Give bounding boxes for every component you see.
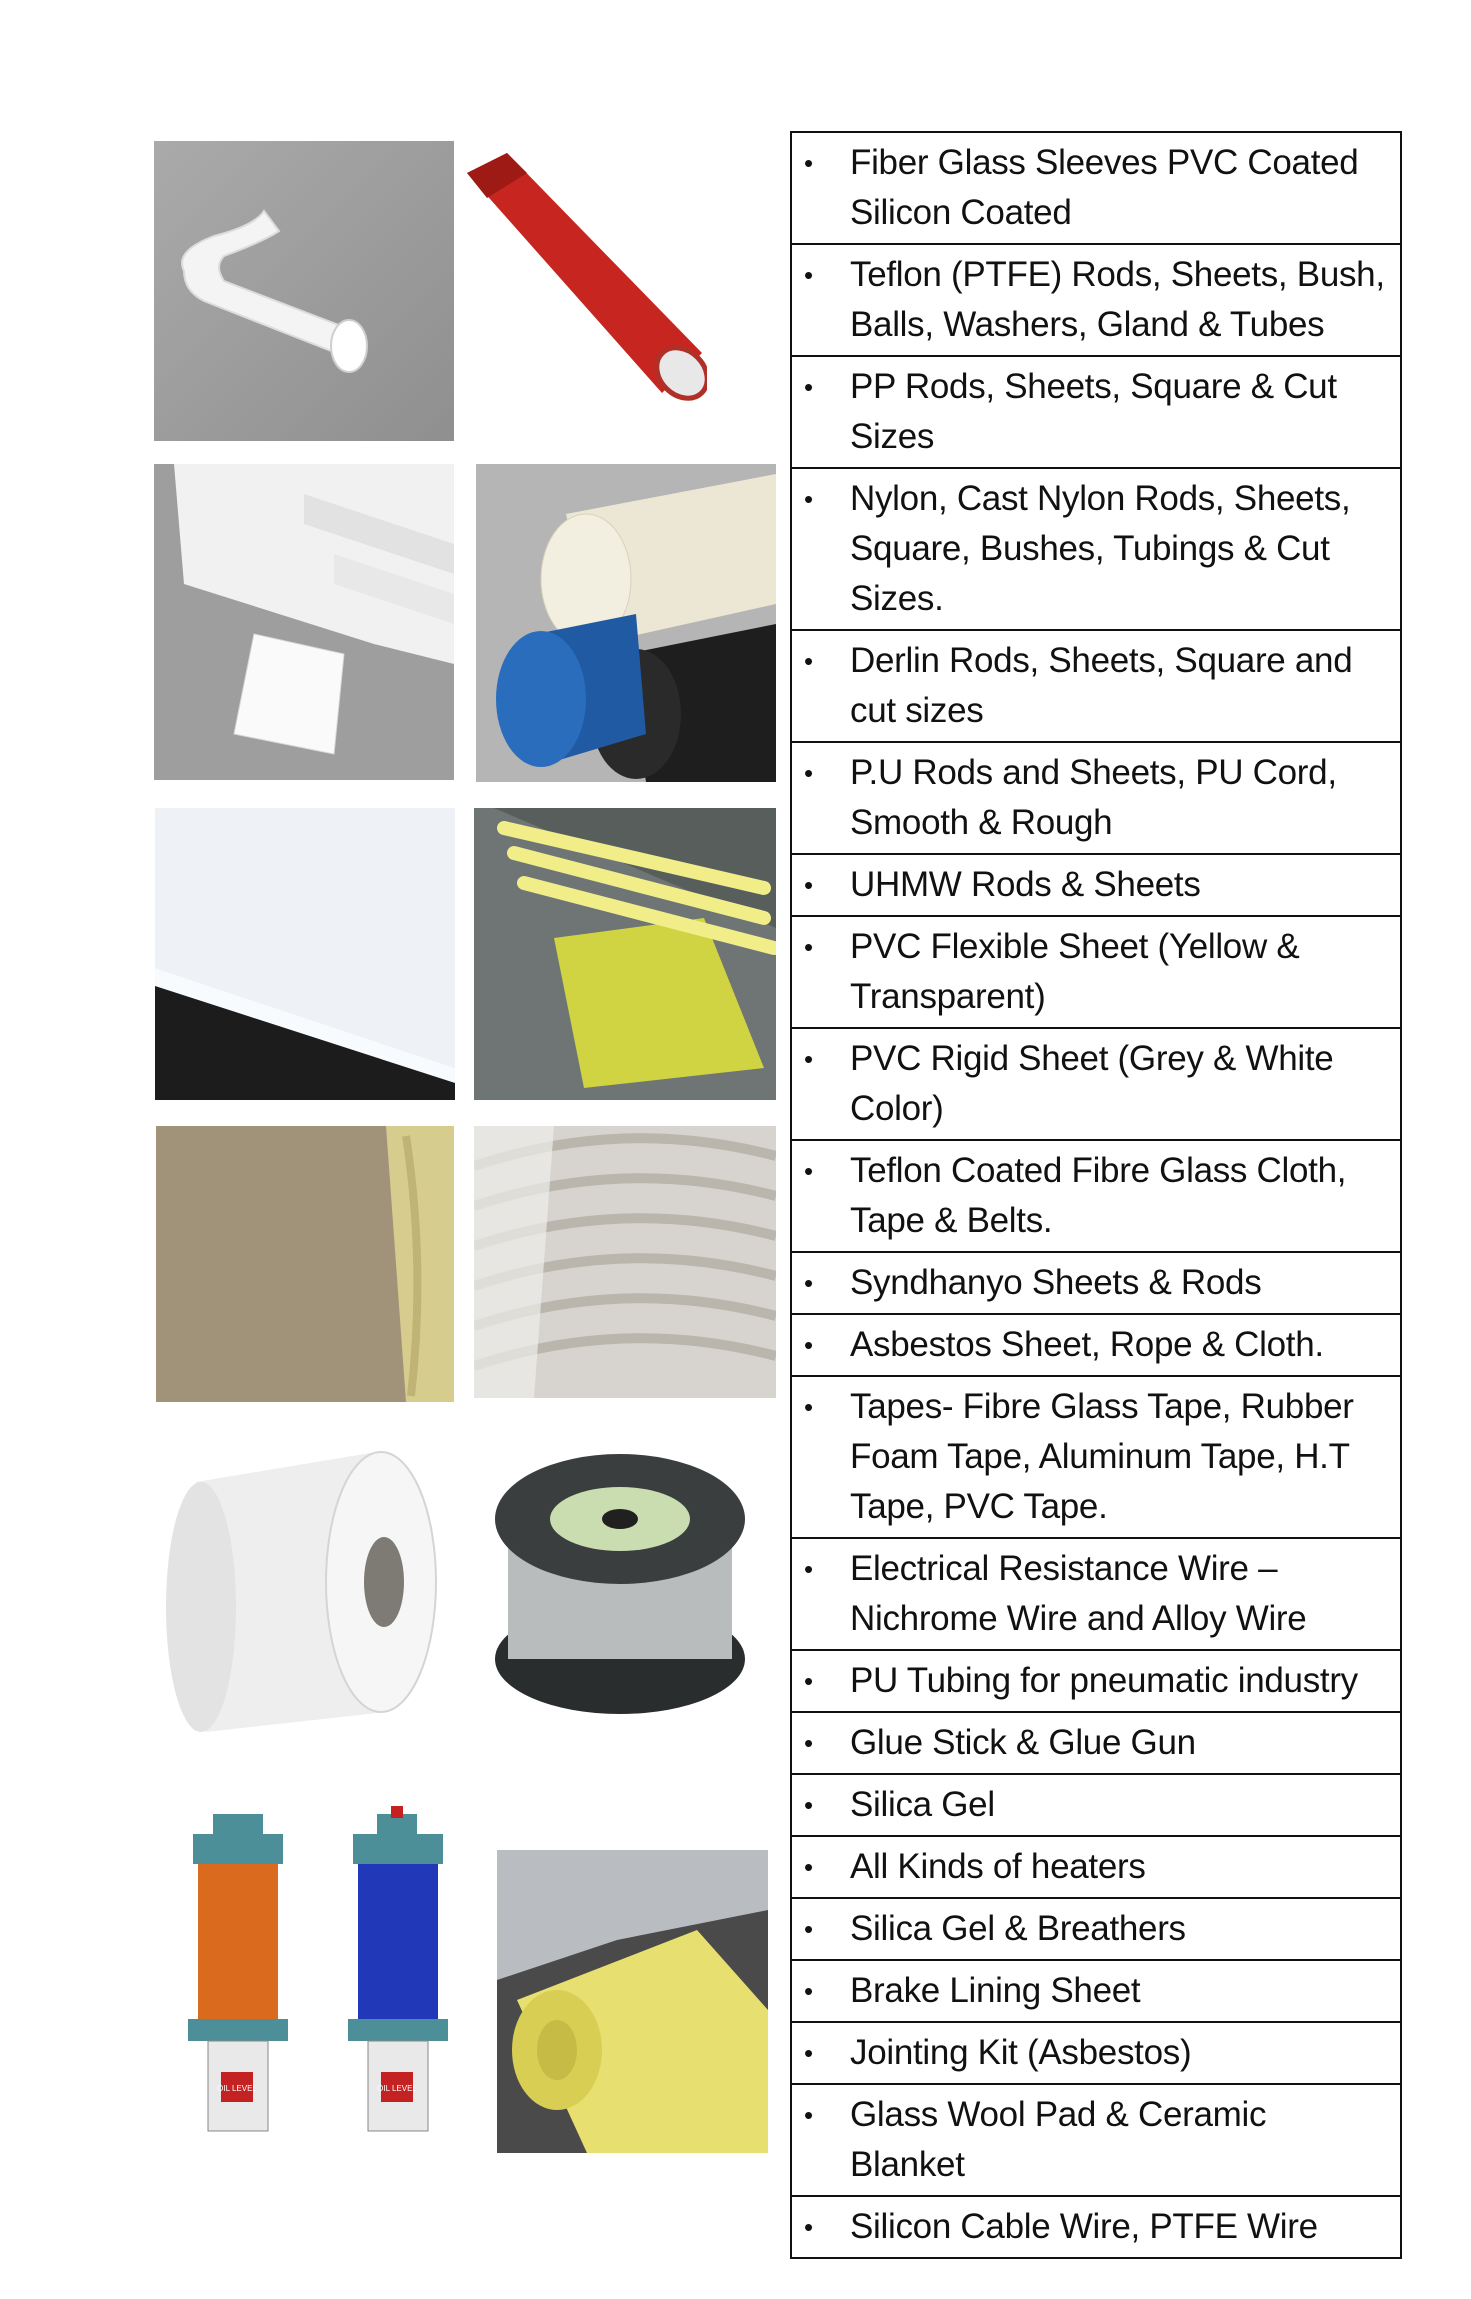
red-silicone-sleeve-photo: [467, 153, 707, 413]
bullet-icon: •: [804, 148, 813, 178]
product-cell: [791, 132, 1401, 244]
product-cell: [791, 1376, 1401, 1538]
silica-gel-breathers-photo: [163, 1804, 471, 2154]
bullet-icon: •: [804, 870, 813, 900]
bullet-icon: •: [804, 372, 813, 402]
bullet-icon: •: [804, 1728, 813, 1758]
product-name: Derlin Rods, Sheets, Square and cut sizes: [850, 641, 1353, 730]
ptfe-sheets-photo: [154, 464, 454, 780]
bullet-icon: •: [804, 2038, 813, 2068]
product-cell: [791, 1836, 1401, 1898]
product-cell: [791, 1774, 1401, 1836]
product-name: Brake Lining Sheet: [850, 1971, 1141, 2010]
product-row: [791, 1898, 1401, 1960]
product-name: Glass Wool Pad & Ceramic Blanket: [850, 2095, 1267, 2184]
ptfe-coated-tape-photo: [156, 1126, 454, 1402]
product-name: All Kinds of heaters: [850, 1847, 1146, 1886]
product-row: [791, 1376, 1401, 1538]
product-cell: [791, 630, 1401, 742]
product-row: [791, 916, 1401, 1028]
product-name: Electrical Resistance Wire – Nichrome Wire and Alloy Wire: [850, 1549, 1307, 1638]
product-row: [791, 244, 1401, 356]
nylon-rods-photo: [476, 464, 776, 782]
right-breather-label: OIL LEVEL: [377, 2084, 417, 2093]
product-row: [791, 2196, 1401, 2258]
product-cell: [791, 854, 1401, 916]
product-name: Syndhanyo Sheets & Rods: [850, 1263, 1262, 1302]
product-row: [791, 132, 1401, 244]
product-cell: [791, 916, 1401, 1028]
glass-wool-roll-photo: [497, 1850, 768, 2153]
product-list: [791, 132, 1401, 2258]
product-cell: [791, 1712, 1401, 1774]
bullet-icon: •: [804, 1914, 813, 1944]
product-name: Tapes- Fibre Glass Tape, Rubber Foam Tape, Aluminum Tape, H.T Tape, PVC Tape.: [850, 1387, 1354, 1526]
product-name: Silica Gel: [850, 1785, 995, 1824]
fiberglass-sleeve-photo: [154, 141, 454, 441]
bullet-icon: •: [804, 932, 813, 962]
resistance-wire-spool-photo: [480, 1434, 760, 1724]
product-row: [791, 356, 1401, 468]
product-cell: [791, 1960, 1401, 2022]
product-cell: [791, 468, 1401, 630]
bullet-icon: •: [804, 2212, 813, 2242]
product-name: PU Tubing for pneumatic industry: [850, 1661, 1358, 1700]
bullet-icon: •: [804, 1790, 813, 1820]
product-row: [791, 1314, 1401, 1376]
asbestos-rope-photo: [474, 1126, 776, 1398]
product-name: UHMW Rods & Sheets: [850, 865, 1201, 904]
product-cell: [791, 1650, 1401, 1712]
bullet-icon: •: [804, 1666, 813, 1696]
product-row: [791, 2084, 1401, 2196]
product-row: [791, 1538, 1401, 1650]
product-name: P.U Rods and Sheets, PU Cord, Smooth & Rough: [850, 753, 1337, 842]
product-cell: [791, 1028, 1401, 1140]
product-row: [791, 1028, 1401, 1140]
pp-sheet-stack-photo: [155, 808, 455, 1100]
product-name: PVC Rigid Sheet (Grey & White Color): [850, 1039, 1334, 1128]
bullet-icon: •: [804, 1392, 813, 1422]
product-name: Nylon, Cast Nylon Rods, Sheets, Square, Bushes, Tubings & Cut Sizes.: [850, 479, 1351, 618]
product-row: [791, 1252, 1401, 1314]
product-name: Silica Gel & Breathers: [850, 1909, 1186, 1948]
bullet-icon: •: [804, 758, 813, 788]
bullet-icon: •: [804, 1044, 813, 1074]
product-name: Fiber Glass Sleeves PVC Coated Silicon Coated: [850, 143, 1359, 232]
bullet-icon: •: [804, 1852, 813, 1882]
product-name: PP Rods, Sheets, Square & Cut Sizes: [850, 367, 1337, 456]
bullet-icon: •: [804, 646, 813, 676]
product-name: Glue Stick & Glue Gun: [850, 1723, 1196, 1762]
product-cell: [791, 2196, 1401, 2258]
product-name: PVC Flexible Sheet (Yellow & Transparent): [850, 927, 1300, 1016]
product-cell: [791, 356, 1401, 468]
product-list-table: [790, 131, 1402, 2259]
bullet-icon: •: [804, 1268, 813, 1298]
product-cell: [791, 2022, 1401, 2084]
product-name: Asbestos Sheet, Rope & Cloth.: [850, 1325, 1324, 1364]
product-row: [791, 1712, 1401, 1774]
product-cell: [791, 1252, 1401, 1314]
product-row: [791, 2022, 1401, 2084]
fiberglass-tape-roll-photo: [156, 1432, 454, 1744]
product-name: Silicon Cable Wire, PTFE Wire: [850, 2207, 1318, 2246]
product-name: Teflon (PTFE) Rods, Sheets, Bush, Balls, Washers, Gland & Tubes: [850, 255, 1385, 344]
bullet-icon: •: [804, 1554, 813, 1584]
product-cell: [791, 1538, 1401, 1650]
bullet-icon: •: [804, 1976, 813, 2006]
product-row: [791, 854, 1401, 916]
product-cell: [791, 244, 1401, 356]
bullet-icon: •: [804, 2100, 813, 2130]
product-cell: [791, 1140, 1401, 1252]
product-row: [791, 630, 1401, 742]
product-cell: [791, 742, 1401, 854]
product-row: [791, 468, 1401, 630]
product-row: [791, 1650, 1401, 1712]
left-breather-label: OIL LEVEL: [217, 2084, 257, 2093]
product-row: [791, 1140, 1401, 1252]
product-cell: [791, 1898, 1401, 1960]
bullet-icon: •: [804, 260, 813, 290]
product-row: [791, 1774, 1401, 1836]
product-row: [791, 1960, 1401, 2022]
product-name: Teflon Coated Fibre Glass Cloth, Tape & Belts.: [850, 1151, 1347, 1240]
product-cell: [791, 2084, 1401, 2196]
product-name: Jointing Kit (Asbestos): [850, 2033, 1192, 2072]
product-cell: [791, 1314, 1401, 1376]
bullet-icon: •: [804, 1156, 813, 1186]
product-row: [791, 1836, 1401, 1898]
pu-sheets-rods-photo: [474, 808, 776, 1100]
bullet-icon: •: [804, 484, 813, 514]
product-row: [791, 742, 1401, 854]
bullet-icon: •: [804, 1330, 813, 1360]
